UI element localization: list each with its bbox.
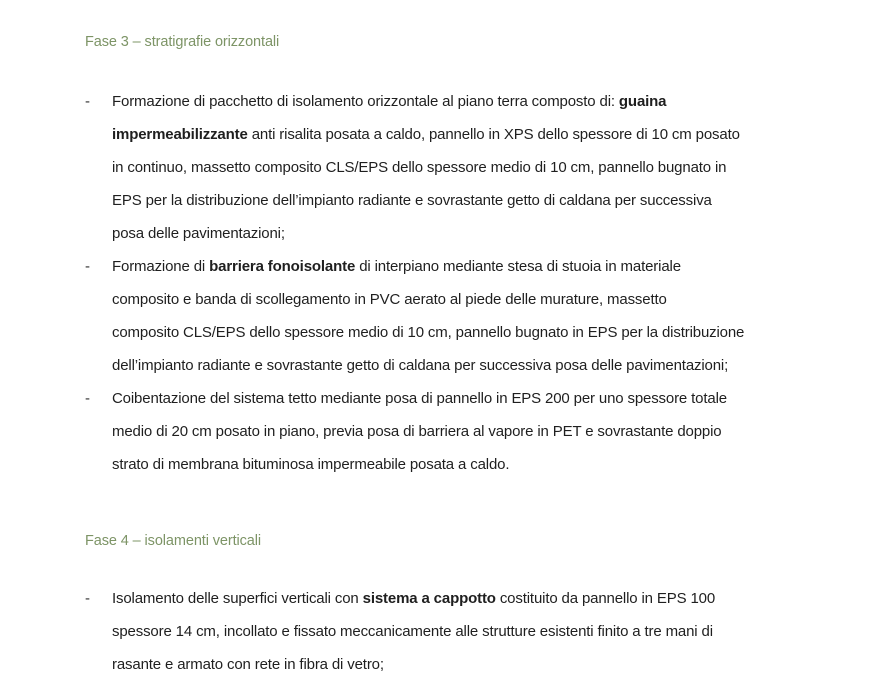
text-line: Formazione di pacchetto di isolamento orizzontale al piano terra composto di: guaina [112, 93, 667, 110]
text-line: Isolamento delle superfici verticali con sistema a cappotto costituito da pannello in EPS 100 [112, 590, 716, 607]
bold-term: barriera fonoisolante [209, 258, 356, 275]
text-line: dell’impianto radiante e sovrastante getto di caldana per successiva posa delle pavimentazioni; [112, 357, 729, 374]
bold-term: impermeabilizzante [112, 126, 248, 143]
list-item [0, 85, 893, 250]
text-line: spessore 14 cm, incollato e fissato meccanicamente alle strutture esistenti finito a tre mani di [112, 623, 713, 640]
text-line: strato di membrana bituminosa impermeabile posata a caldo. [112, 456, 510, 473]
bold-term: guaina [618, 93, 667, 110]
text-line: composito CLS/EPS dello spessore medio di 10 cm, pannello bugnato in EPS per la distribuzione [112, 324, 745, 341]
dash-bullet-icon: - [85, 390, 90, 407]
list-fase-3 [0, 85, 893, 481]
text-line: in continuo, massetto composito CLS/EPS dello spessore medio di 10 cm, pannello bugnato in [112, 159, 727, 176]
text-line: medio di 20 cm posato in piano, previa posa di barriera al vapore in PET e sovrastante doppio [112, 423, 722, 440]
dash-bullet-icon: - [85, 93, 90, 110]
text-line: posa delle pavimentazioni; [112, 225, 285, 242]
text-line: composito e banda di scollegamento in PVC aerato al piede delle murature, massetto [112, 291, 667, 308]
text-line: Coibentazione del sistema tetto mediante posa di pannello in EPS 200 per uno spessore totale [112, 390, 727, 407]
section-heading-fase-4: Fase 4 – isolamenti verticali [85, 533, 262, 549]
bold-term: sistema a cappotto [362, 590, 496, 607]
text-line: rasante e armato con rete in fibra di vetro; [112, 656, 384, 673]
list-fase-4 [0, 582, 893, 681]
list-item [0, 582, 893, 681]
text-line: Formazione di barriera fonoisolante di interpiano mediante stesa di stuoia in materiale [112, 258, 681, 275]
list-item [0, 382, 893, 481]
text-line: impermeabilizzante anti risalita posata a caldo, pannello in XPS dello spessore di 10 cm posato [112, 126, 740, 143]
section-heading-fase-3: Fase 3 – stratigrafie orizzontali [85, 34, 280, 50]
dash-bullet-icon: - [85, 258, 90, 275]
text-line: EPS per la distribuzione dell’impianto radiante e sovrastante getto di caldana per successiva [112, 192, 712, 209]
dash-bullet-icon: - [85, 590, 90, 607]
list-item [0, 250, 893, 382]
